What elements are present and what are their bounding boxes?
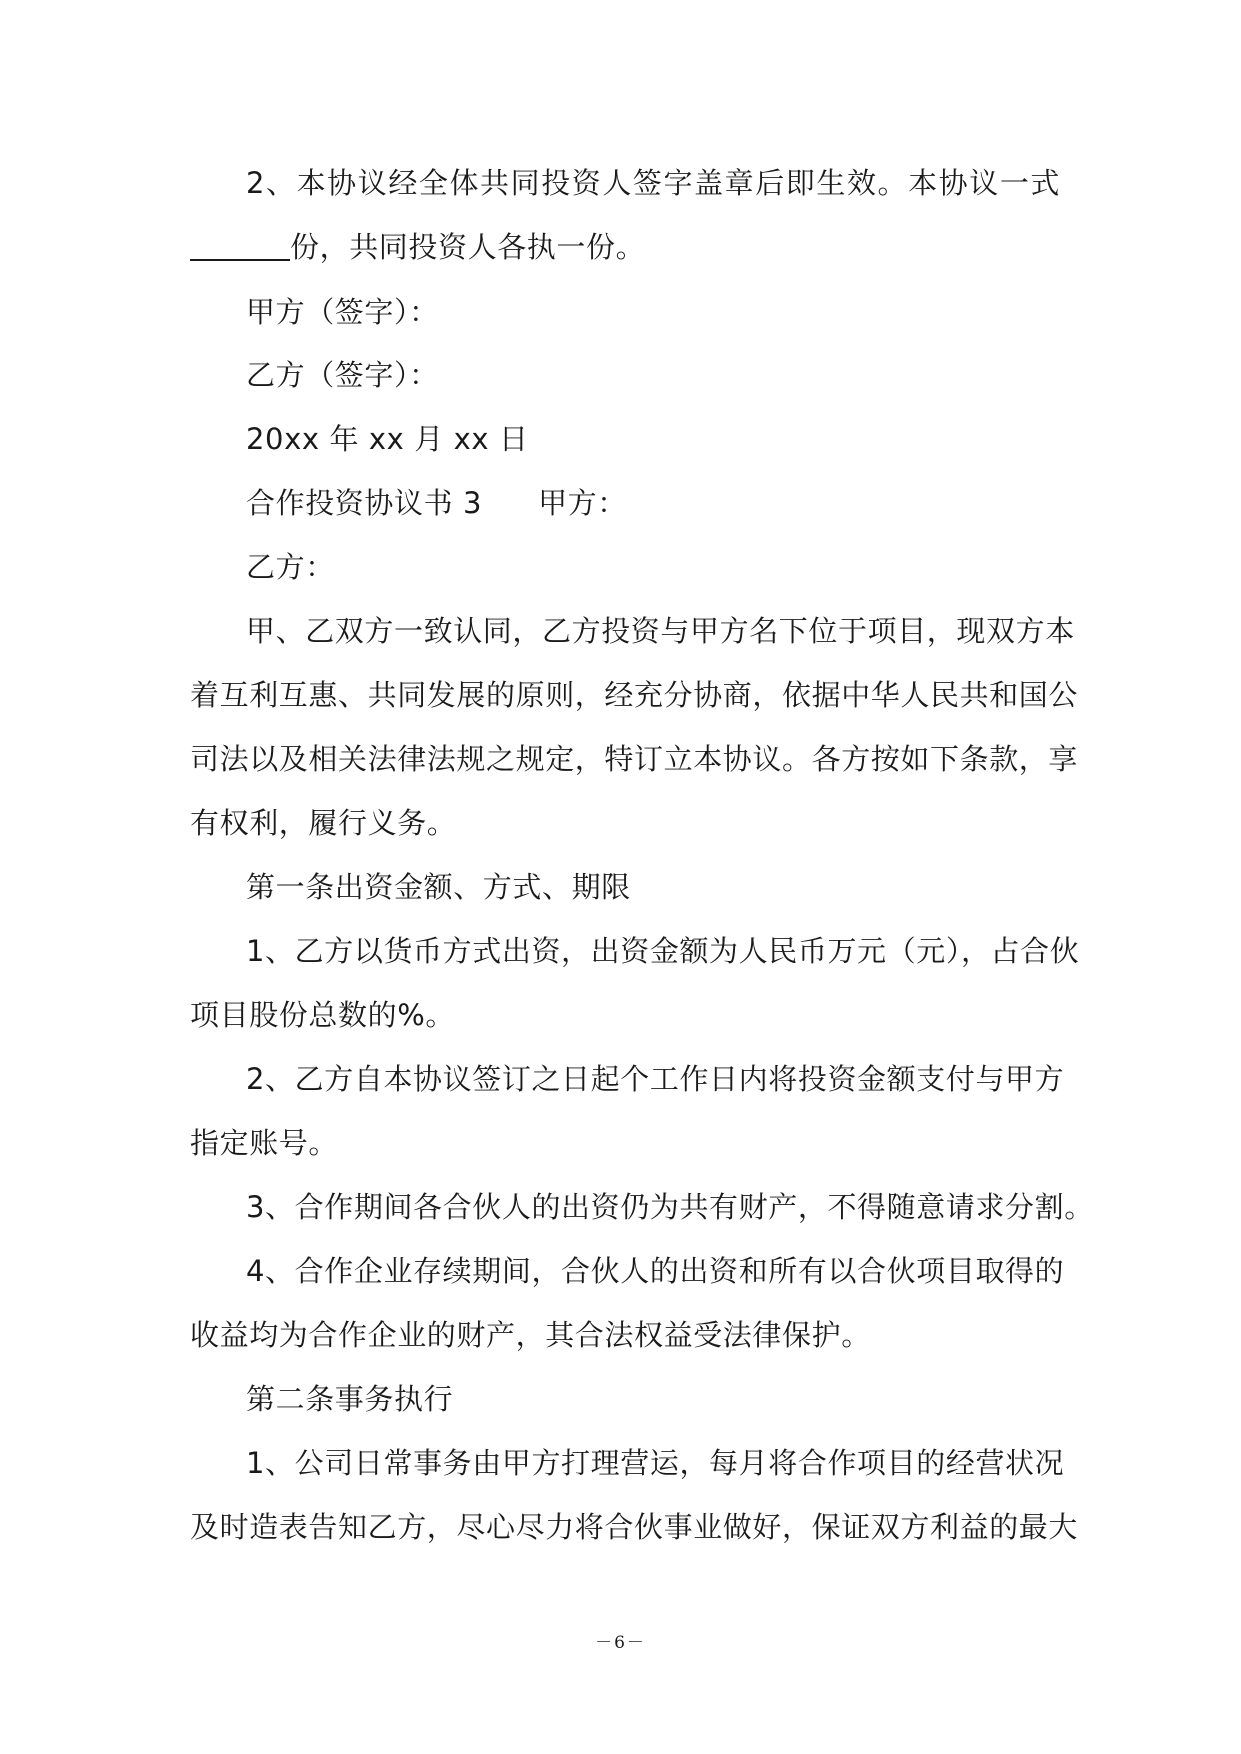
signature-line-party-a: 甲方（签字）： [246,295,439,329]
paragraph-line: 1、乙方以货币方式出资，出资金额为人民币万元（元），占合伙 [246,934,1080,968]
party-b-label: 乙方： [246,550,335,584]
paragraph-line: 1、公司日常事务由甲方打理营运，每月将合作项目的经营状况 [246,1446,1065,1480]
paragraph-line: 3、合作期间各合伙人的出资仍为共有财产，不得随意请求分割。 [246,1190,1094,1224]
paragraph-line [190,227,1060,267]
article-heading: 第一条出资金额、方式、期限 [246,870,631,904]
page-number: －6－ [595,1633,646,1653]
paragraph-line: 着互利互惠、共同发展的原则，经充分协商，依据中华人民共和国公 [190,678,1079,712]
paragraph-line: 2、本协议经全体共同投资人签字盖章后即生效。本协议一式 [246,166,1060,200]
paragraph-line: 甲、乙双方一致认同，乙方投资与甲方名下位于项目，现双方本 [246,614,1075,648]
paragraph-line: 有权利，履行义务。 [190,806,457,840]
agreement-heading-line [246,483,1060,523]
paragraph-line: 收益均为合作企业的财产，其合法权益受法律保护。 [190,1318,871,1352]
paragraph-line: 2、乙方自本协议签订之日起个工作日内将投资金额支付与甲方 [246,1062,1065,1096]
paragraph-line: 4、合作企业存续期间，合伙人的出资和所有以合伙项目取得的 [246,1254,1065,1288]
article-heading: 第二条事务执行 [246,1382,454,1416]
agreement-title: 合作投资协议书 3 [246,486,483,520]
paragraph-line: 项目股份总数的%。 [190,998,455,1032]
fill-in-blank [190,229,290,261]
paragraph-line: 及时造表告知乙方，尽心尽力将合伙事业做好，保证双方利益的最大 [190,1510,1079,1544]
paragraph-line: 司法以及相关法律法规之规定，特订立本协议。各方按如下条款，享 [190,742,1079,776]
paragraph-line: 指定账号。 [190,1126,339,1160]
party-a-label: 甲方： [538,486,627,520]
paragraph-text: 份，共同投资人各执一份。 [290,230,646,264]
date-line: 20xx 年 xx 月 xx 日 [246,422,529,456]
signature-line-party-b: 乙方（签字）： [246,358,439,392]
